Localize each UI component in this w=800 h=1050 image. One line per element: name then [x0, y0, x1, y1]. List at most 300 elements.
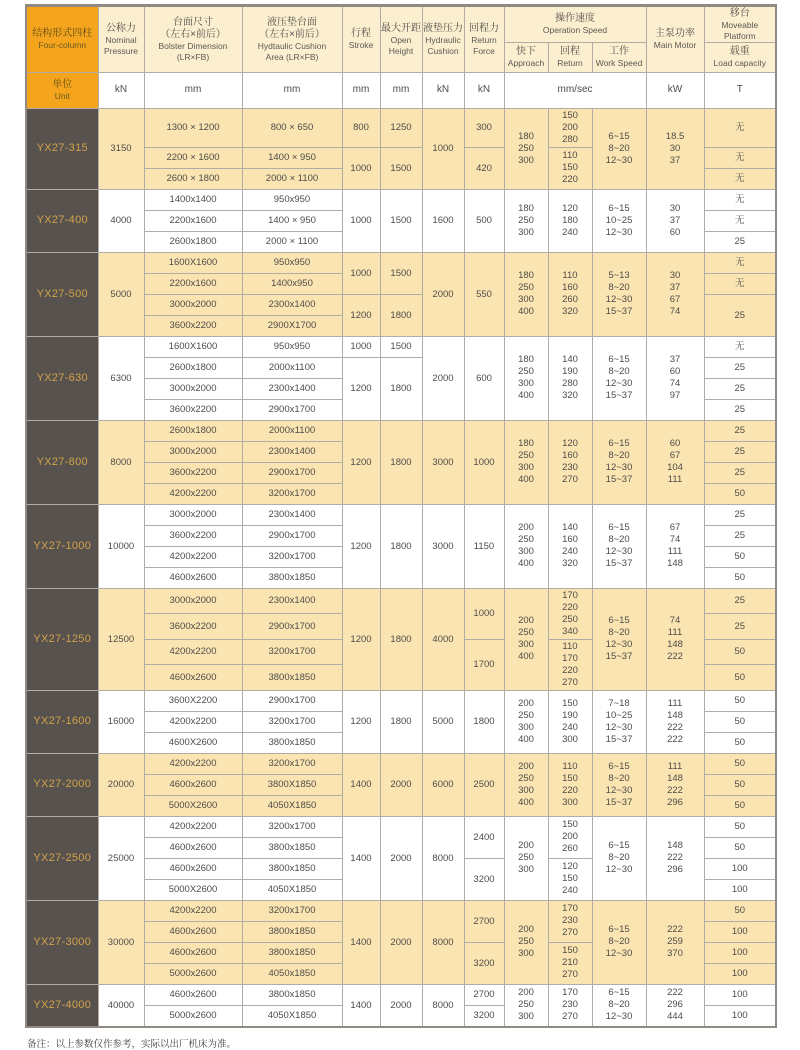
cushion-area-cell: 2000x1100: [242, 357, 342, 378]
cushion-pressure-cell: 1000: [422, 108, 464, 189]
model-cell: YX27-1000: [26, 504, 98, 588]
approach-speed-cell: [504, 690, 548, 753]
value-line: 8~20: [608, 450, 630, 462]
cushion-area-cell: 3800x1850: [242, 567, 342, 588]
value-line: 12~30: [605, 294, 633, 306]
value-line: 160: [562, 282, 578, 294]
value-line: 200: [518, 522, 534, 534]
spec-row: [26, 588, 776, 614]
load-capacity-cell: 100: [704, 879, 776, 900]
value-line: 8~20: [608, 534, 630, 546]
load-capacity-cell: 50: [704, 546, 776, 567]
value-line: 8~20: [608, 936, 630, 948]
value-line: 110: [562, 150, 578, 162]
value-line: 200: [562, 121, 578, 133]
value-line: 180: [518, 130, 534, 142]
value-line: 230: [562, 462, 578, 474]
bolster-cell: 4200x2200: [144, 639, 242, 665]
value-line: 210: [562, 957, 578, 969]
cushion-area-cell: 2300x1400: [242, 504, 342, 525]
open-height-cell: 1500: [380, 147, 422, 189]
value-line: 8~20: [608, 366, 630, 378]
value-line: 180: [562, 214, 578, 226]
header-approach: 快下 Approach: [504, 42, 548, 72]
value-line: 6~15: [608, 522, 630, 534]
load-capacity-cell: 无: [704, 336, 776, 357]
cushion-pressure-cell: 8000: [422, 816, 464, 900]
load-capacity-cell: 50: [704, 816, 776, 837]
return-force-cell: 3200: [464, 858, 504, 900]
value-line: 400: [518, 558, 534, 570]
value-line: 250: [518, 534, 534, 546]
return-speed-cell: [548, 504, 592, 588]
cushion-area-cell: 2900X1700: [242, 315, 342, 336]
bolster-cell: 2600x1800: [144, 231, 242, 252]
model-cell: YX27-800: [26, 420, 98, 504]
load-capacity-cell: 25: [704, 588, 776, 614]
approach-speed-cell: [504, 336, 548, 420]
value-line: 111: [667, 627, 683, 639]
unit-motor: kW: [646, 72, 704, 108]
model-cell: YX27-630: [26, 336, 98, 420]
value-line: 222: [667, 852, 683, 864]
value-line: 67: [669, 522, 681, 534]
value-line: 150: [562, 819, 578, 831]
value-line: 222: [667, 924, 683, 936]
value-line: 300: [518, 226, 534, 238]
value-line: 148: [667, 639, 683, 651]
value-line: 230: [562, 915, 578, 927]
value-line: 444: [667, 1011, 683, 1023]
header-nominal-pressure: 公称力 Nominal Pressure: [98, 6, 144, 73]
work-speed-cell: [592, 252, 646, 336]
value-line: 60: [669, 366, 681, 378]
value-line: 15~37: [605, 558, 633, 570]
value-line: 170: [562, 652, 578, 664]
cushion-area-cell: 3200x1700: [242, 546, 342, 567]
unit-return-force: kN: [464, 72, 504, 108]
spec-row: [26, 984, 776, 1005]
value-line: 160: [562, 534, 578, 546]
nominal-pressure-cell: 25000: [98, 816, 144, 900]
unit-label: 单位 Unit: [26, 72, 98, 108]
cushion-area-cell: 3800x1850: [242, 942, 342, 963]
value-line: 222: [667, 733, 683, 745]
value-line: 37: [669, 214, 681, 226]
header-moveable-platform: 移台 Moveable Platform: [704, 6, 776, 43]
value-line: 250: [518, 214, 534, 226]
spec-row: [26, 690, 776, 711]
spec-row: [26, 900, 776, 921]
value-line: 15~37: [605, 306, 633, 318]
motor-power-cell: [646, 984, 704, 1027]
open-height-cell: 1250: [380, 108, 422, 147]
load-capacity-cell: 25: [704, 231, 776, 252]
cushion-area-cell: 950x950: [242, 252, 342, 273]
cushion-pressure-cell: 1600: [422, 189, 464, 252]
bolster-cell: 2200x1600: [144, 273, 242, 294]
nominal-pressure-cell: 12500: [98, 588, 144, 690]
value-line: 270: [562, 474, 578, 486]
load-capacity-cell: 25: [704, 525, 776, 546]
motor-power-cell: [646, 900, 704, 984]
value-line: 300: [518, 864, 534, 876]
cushion-area-cell: 2900x1700: [242, 690, 342, 711]
motor-power-cell: [646, 816, 704, 900]
value-line: 6~15: [608, 760, 630, 772]
return-speed-cell: [548, 984, 592, 1027]
spec-row: [26, 189, 776, 210]
cushion-pressure-cell: 6000: [422, 753, 464, 816]
spec-row: [26, 420, 776, 441]
bolster-cell: 3600x2200: [144, 462, 242, 483]
motor-power-cell: [646, 588, 704, 690]
bolster-cell: 3600x2200: [144, 525, 242, 546]
load-capacity-cell: 25: [704, 504, 776, 525]
load-capacity-cell: 50: [704, 753, 776, 774]
header-structure: 结构形式四柱 Four-column: [26, 6, 98, 73]
cushion-area-cell: 2900x1700: [242, 614, 342, 640]
return-force-cell: 500: [464, 189, 504, 252]
cushion-area-cell: 800 × 650: [242, 108, 342, 147]
value-line: 8~20: [608, 142, 630, 154]
approach-speed-cell: [504, 420, 548, 504]
nominal-pressure-cell: 8000: [98, 420, 144, 504]
value-line: 190: [562, 366, 578, 378]
open-height-cell: 1800: [380, 357, 422, 420]
open-height-cell: 1800: [380, 588, 422, 690]
cushion-area-cell: 950x950: [242, 336, 342, 357]
stroke-cell: 1200: [342, 357, 380, 420]
load-capacity-cell: 无: [704, 168, 776, 189]
return-force-cell: 1700: [464, 639, 504, 690]
return-speed-cell: [548, 336, 592, 420]
load-capacity-cell: 25: [704, 357, 776, 378]
cushion-area-cell: 4050x1850: [242, 963, 342, 984]
open-height-cell: 1800: [380, 504, 422, 588]
value-line: 148: [667, 772, 683, 784]
approach-speed-cell: [504, 900, 548, 984]
cushion-area-cell: 2900x1700: [242, 399, 342, 420]
unit-hydraulic-cushion: kN: [422, 72, 464, 108]
load-capacity-cell: 无: [704, 147, 776, 168]
motor-power-cell: [646, 189, 704, 252]
bolster-cell: 4200x2200: [144, 753, 242, 774]
model-cell: YX27-315: [26, 108, 98, 189]
cushion-area-cell: 1400x950: [242, 273, 342, 294]
value-line: 250: [518, 852, 534, 864]
cushion-pressure-cell: 4000: [422, 588, 464, 690]
load-capacity-cell: 100: [704, 984, 776, 1005]
spec-row: [26, 252, 776, 273]
open-height-cell: 2000: [380, 900, 422, 984]
value-line: 37: [669, 282, 681, 294]
value-line: 150: [562, 109, 578, 121]
value-line: 180: [518, 354, 534, 366]
value-line: 270: [562, 969, 578, 981]
bolster-cell: 1400x1400: [144, 189, 242, 210]
value-line: 300: [518, 948, 534, 960]
value-line: 259: [667, 936, 683, 948]
value-line: 300: [518, 1011, 534, 1023]
cushion-area-cell: 3200x1700: [242, 483, 342, 504]
value-line: 370: [667, 948, 683, 960]
value-line: 300: [562, 733, 578, 745]
load-capacity-cell: 100: [704, 921, 776, 942]
value-line: 200: [518, 987, 534, 999]
open-height-cell: 1500: [380, 189, 422, 252]
value-line: 270: [562, 1011, 578, 1023]
bolster-cell: 2200x1600: [144, 210, 242, 231]
value-line: 148: [667, 558, 683, 570]
approach-speed-cell: [504, 108, 548, 189]
value-line: 250: [518, 772, 534, 784]
open-height-cell: 1800: [380, 690, 422, 753]
cushion-area-cell: 2300x1400: [242, 588, 342, 614]
bolster-cell: 1300 × 1200: [144, 108, 242, 147]
value-line: 148: [667, 709, 683, 721]
nominal-pressure-cell: 6300: [98, 336, 144, 420]
bolster-cell: 5000X2600: [144, 879, 242, 900]
header-stroke: 行程 Stroke: [342, 6, 380, 73]
value-line: 150: [562, 772, 578, 784]
header-hydraulic-cushion: 液垫压力 Hydraulic Cushion: [422, 6, 464, 73]
return-force-cell: 2500: [464, 753, 504, 816]
value-line: 180: [518, 202, 534, 214]
return-speed-cell: [548, 108, 592, 147]
value-line: 250: [518, 999, 534, 1011]
bolster-cell: 1600X1600: [144, 336, 242, 357]
header-work-speed: 工作 Work Speed: [592, 42, 646, 72]
bolster-cell: 2600x1800: [144, 357, 242, 378]
value-line: 67: [669, 294, 681, 306]
value-line: 180: [518, 270, 534, 282]
cushion-area-cell: 950x950: [242, 189, 342, 210]
cushion-area-cell: 3800x1850: [242, 858, 342, 879]
value-line: 110: [562, 760, 578, 772]
stroke-cell: 1200: [342, 504, 380, 588]
load-capacity-cell: 100: [704, 1005, 776, 1027]
header-return-speed: 回程 Return: [548, 42, 592, 72]
value-line: 200: [518, 924, 534, 936]
value-line: 240: [562, 226, 578, 238]
header-cushion-area: 液压垫台面 （左右×前后） Hydtaulic Cushion Area (LR×FB): [242, 6, 342, 73]
nominal-pressure-cell: 5000: [98, 252, 144, 336]
cushion-pressure-cell: 2000: [422, 252, 464, 336]
unit-cushion-area: mm: [242, 72, 342, 108]
load-capacity-cell: 25: [704, 399, 776, 420]
return-speed-cell: [548, 858, 592, 900]
bolster-cell: 3600x2200: [144, 614, 242, 640]
stroke-cell: 1400: [342, 900, 380, 984]
bolster-cell: 2600 × 1800: [144, 168, 242, 189]
return-force-cell: 300: [464, 108, 504, 147]
return-force-cell: 2700: [464, 984, 504, 1005]
stroke-cell: 1200: [342, 294, 380, 336]
value-line: 12~30: [605, 639, 633, 651]
value-line: 6~15: [608, 987, 630, 999]
return-speed-cell: [548, 147, 592, 189]
value-line: 296: [667, 864, 683, 876]
value-line: 300: [518, 294, 534, 306]
load-capacity-cell: 50: [704, 732, 776, 753]
return-force-cell: 550: [464, 252, 504, 336]
work-speed-cell: [592, 336, 646, 420]
value-line: 170: [562, 903, 578, 915]
table-header: [26, 6, 776, 109]
cushion-area-cell: 2300x1400: [242, 294, 342, 315]
cushion-area-cell: 2000 × 1100: [242, 168, 342, 189]
bolster-cell: 4200x2200: [144, 546, 242, 567]
load-capacity-cell: 50: [704, 900, 776, 921]
bolster-cell: 5000x2600: [144, 1005, 242, 1027]
return-force-cell: 2400: [464, 816, 504, 858]
value-line: 150: [562, 697, 578, 709]
value-line: 400: [518, 306, 534, 318]
cushion-area-cell: 2000 × 1100: [242, 231, 342, 252]
nominal-pressure-cell: 10000: [98, 504, 144, 588]
bolster-cell: 3600x2200: [144, 399, 242, 420]
value-line: 120: [562, 861, 578, 873]
value-line: 15~37: [605, 733, 633, 745]
return-speed-cell: [548, 420, 592, 504]
spec-table-body: [26, 108, 776, 1027]
cushion-area-cell: 3800x1850: [242, 921, 342, 942]
cushion-area-cell: 2900x1700: [242, 525, 342, 546]
bolster-cell: 3000x2000: [144, 588, 242, 614]
bolster-cell: 4600x2600: [144, 942, 242, 963]
open-height-cell: 2000: [380, 816, 422, 900]
load-capacity-cell: 25: [704, 378, 776, 399]
load-capacity-cell: 50: [704, 711, 776, 732]
nominal-pressure-cell: 4000: [98, 189, 144, 252]
motor-power-cell: [646, 504, 704, 588]
bolster-cell: 4600x2600: [144, 567, 242, 588]
value-line: 120: [562, 438, 578, 450]
bolster-cell: 4200x2200: [144, 816, 242, 837]
header-load-capacity: 载重 Load capacity: [704, 42, 776, 72]
open-height-cell: 1500: [380, 252, 422, 294]
cushion-area-cell: 3800x1850: [242, 665, 342, 691]
stroke-cell: 1000: [342, 336, 380, 357]
return-speed-cell: [548, 588, 592, 639]
value-line: 320: [562, 390, 578, 402]
value-line: 30: [669, 142, 681, 154]
bolster-cell: 4200x2200: [144, 900, 242, 921]
approach-speed-cell: [504, 504, 548, 588]
value-line: 320: [562, 558, 578, 570]
stroke-cell: 1200: [342, 588, 380, 690]
value-line: 67: [669, 450, 681, 462]
model-cell: YX27-1600: [26, 690, 98, 753]
value-line: 148: [667, 840, 683, 852]
approach-speed-cell: [504, 816, 548, 900]
work-speed-cell: [592, 816, 646, 900]
bolster-cell: 3000x2000: [144, 294, 242, 315]
value-line: 60: [669, 438, 681, 450]
cushion-area-cell: 3200x1700: [242, 753, 342, 774]
value-line: 140: [562, 522, 578, 534]
load-capacity-cell: 50: [704, 690, 776, 711]
value-line: 12~30: [605, 721, 633, 733]
load-capacity-cell: 25: [704, 294, 776, 336]
approach-speed-cell: [504, 588, 548, 690]
motor-power-cell: [646, 690, 704, 753]
load-capacity-cell: 50: [704, 795, 776, 816]
value-line: 160: [562, 450, 578, 462]
spec-row: [26, 816, 776, 837]
work-speed-cell: [592, 189, 646, 252]
value-line: 250: [518, 142, 534, 154]
value-line: 250: [518, 627, 534, 639]
value-line: 97: [669, 390, 681, 402]
work-speed-cell: [592, 690, 646, 753]
bolster-cell: 5000X2600: [144, 795, 242, 816]
value-line: 6~15: [608, 840, 630, 852]
value-line: 12~30: [605, 226, 633, 238]
value-line: 150: [562, 162, 578, 174]
value-line: 111: [667, 474, 683, 486]
cushion-pressure-cell: 3000: [422, 504, 464, 588]
cushion-area-cell: 3200x1700: [242, 639, 342, 665]
stroke-cell: 1200: [342, 690, 380, 753]
value-line: 60: [669, 226, 681, 238]
bolster-cell: 4600x2600: [144, 984, 242, 1005]
unit-stroke: mm: [342, 72, 380, 108]
return-speed-cell: [548, 189, 592, 252]
value-line: 111: [667, 697, 683, 709]
cushion-area-cell: 3800x1850: [242, 837, 342, 858]
open-height-cell: 2000: [380, 984, 422, 1027]
value-line: 200: [562, 831, 578, 843]
load-capacity-cell: 50: [704, 639, 776, 665]
load-capacity-cell: 无: [704, 108, 776, 147]
value-line: 170: [562, 589, 578, 601]
load-capacity-cell: 无: [704, 210, 776, 231]
approach-speed-cell: [504, 189, 548, 252]
value-line: 400: [518, 390, 534, 402]
approach-speed-cell: [504, 753, 548, 816]
value-line: 6~15: [608, 202, 630, 214]
value-line: 8~20: [608, 999, 630, 1011]
value-line: 300: [518, 462, 534, 474]
cushion-area-cell: 2300x1400: [242, 378, 342, 399]
value-line: 150: [562, 945, 578, 957]
bolster-cell: 4600x2600: [144, 665, 242, 691]
value-line: 270: [562, 676, 578, 688]
nominal-pressure-cell: 40000: [98, 984, 144, 1027]
value-line: 8~20: [608, 282, 630, 294]
load-capacity-cell: 25: [704, 441, 776, 462]
value-line: 222: [667, 651, 683, 663]
work-speed-cell: [592, 984, 646, 1027]
stroke-cell: 1400: [342, 816, 380, 900]
bolster-cell: 4600x2600: [144, 921, 242, 942]
value-line: 300: [518, 546, 534, 558]
cushion-pressure-cell: 2000: [422, 336, 464, 420]
value-line: 222: [667, 987, 683, 999]
open-height-cell: 1800: [380, 420, 422, 504]
value-line: 6~15: [608, 130, 630, 142]
unit-load: T: [704, 72, 776, 108]
value-line: 110: [562, 640, 578, 652]
value-line: 12~30: [605, 462, 633, 474]
work-speed-cell: [592, 753, 646, 816]
value-line: 15~37: [605, 390, 633, 402]
value-line: 200: [518, 615, 534, 627]
value-line: 7~18: [608, 697, 630, 709]
value-line: 15~37: [605, 651, 633, 663]
